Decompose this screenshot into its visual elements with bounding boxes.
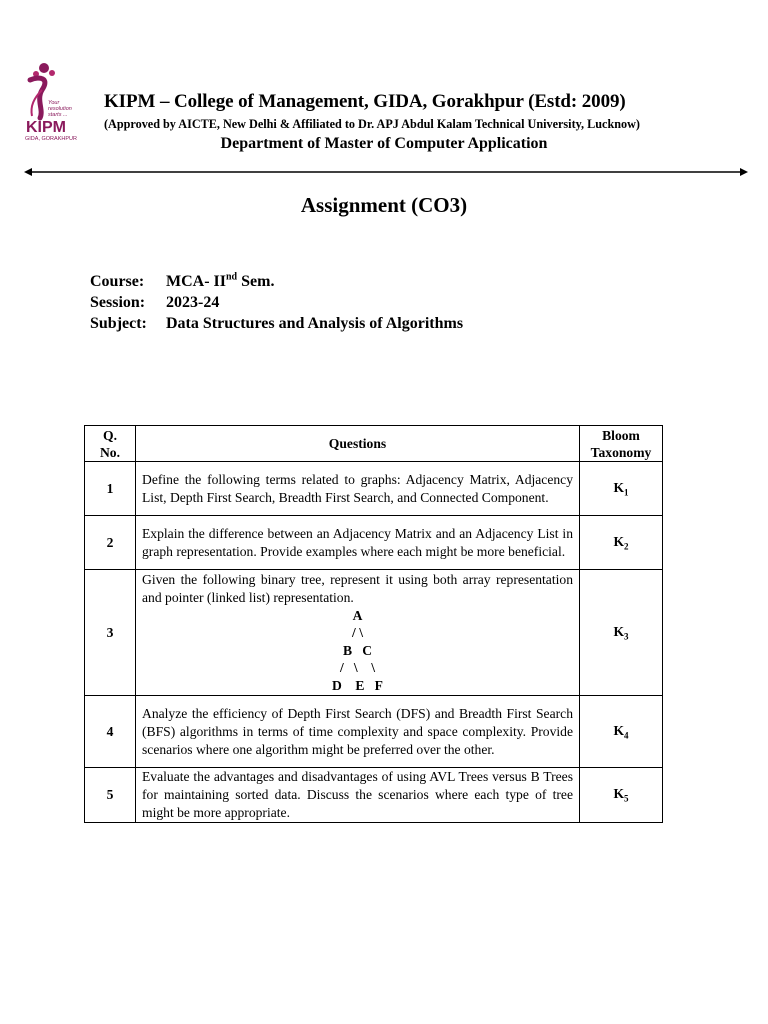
course-label: Course: [90,273,145,291]
college-logo [22,60,90,142]
question-number: 4 [85,696,136,768]
tree-line: / \ \ [339,660,376,676]
session-value: 2023-24 [166,294,220,311]
qno-header: Q. No. [85,426,136,462]
table-row [85,462,663,516]
svg-text:resolution: resolution [48,106,72,112]
question-number: 3 [85,570,136,696]
bloom-level: $K_3$ [580,570,663,696]
question-number: 5 [85,768,136,823]
subject-value: Data Structures and Analysis of Algorithms [166,315,464,332]
subject-label: Subject: [90,315,147,332]
session-line [90,294,219,312]
assignment-title: Assignment (CO3) [300,193,468,217]
bloom-level: $K_2$ [580,516,663,570]
tree-line: / \ [352,625,363,641]
question-text: Evaluate the advantages and disadvantages of using AVL Trees versus B Trees for maintaining sorted data. Discuss the scenarios where each type of tree might be more appropriate. [136,768,580,823]
question-text: Explain the difference between an Adjacency Matrix and an Adjacency List in graph representation. Provide examples where each might be more beneficial. [136,516,580,570]
question-text-intro: Given the following binary tree, represent it using both array representation and pointer (linked list) representation. [142,571,573,605]
question-text: Analyze the efficiency of Depth First Search (DFS) and Breadth First Search (BFS) algorithms in terms of time complexity and space complexity. Provide scenarios where one algorithm might be preferred over the other. [136,696,580,768]
bloom-level: $K_1$ [580,462,663,516]
question-text [136,570,580,696]
table-row [85,768,663,823]
binary-tree-diagram [142,607,573,695]
session-label: Session: [90,294,146,311]
table-row [85,696,663,768]
svg-text:starts ...: starts ... [48,112,68,118]
department-name: Department of Master of Computer Application [220,135,548,152]
bloom-level: $K_5$ [580,768,663,823]
tree-line: A [352,607,363,623]
course-value: MCA- IInd Sem. [166,272,275,291]
table-row [85,516,663,570]
college-affiliation: (Approved by AICTE, New Delhi & Affiliated to Dr. APJ Abdul Kalam Technical University, Lucknow) [104,117,640,131]
table-row [85,570,663,696]
subject-line [90,315,463,333]
question-number: 2 [85,516,136,570]
bloom-header: Bloom Taxonomy [580,426,663,462]
svg-text:Your: Your [48,100,60,106]
questions-table [84,425,663,823]
college-title: KIPM – College of Management, GIDA, Gorakhpur (Estd: 2009) [104,91,626,112]
svg-text:KIPM: KIPM [26,119,66,136]
tree-line: D E F [332,677,383,693]
questions-header: Questions [136,426,580,462]
question-text: Define the following terms related to graphs: Adjacency Matrix, Adjacency List, Depth First Search, Breadth First Search, and Connected Component. [136,462,580,516]
question-number: 1 [85,462,136,516]
bloom-level: $K_4$ [580,696,663,768]
table-header-row [85,426,663,462]
svg-text:GIDA, GORAKHPUR: GIDA, GORAKHPUR [25,136,77,142]
tree-line: B C [342,642,373,658]
header-divider [24,164,748,180]
course-line [90,272,274,291]
